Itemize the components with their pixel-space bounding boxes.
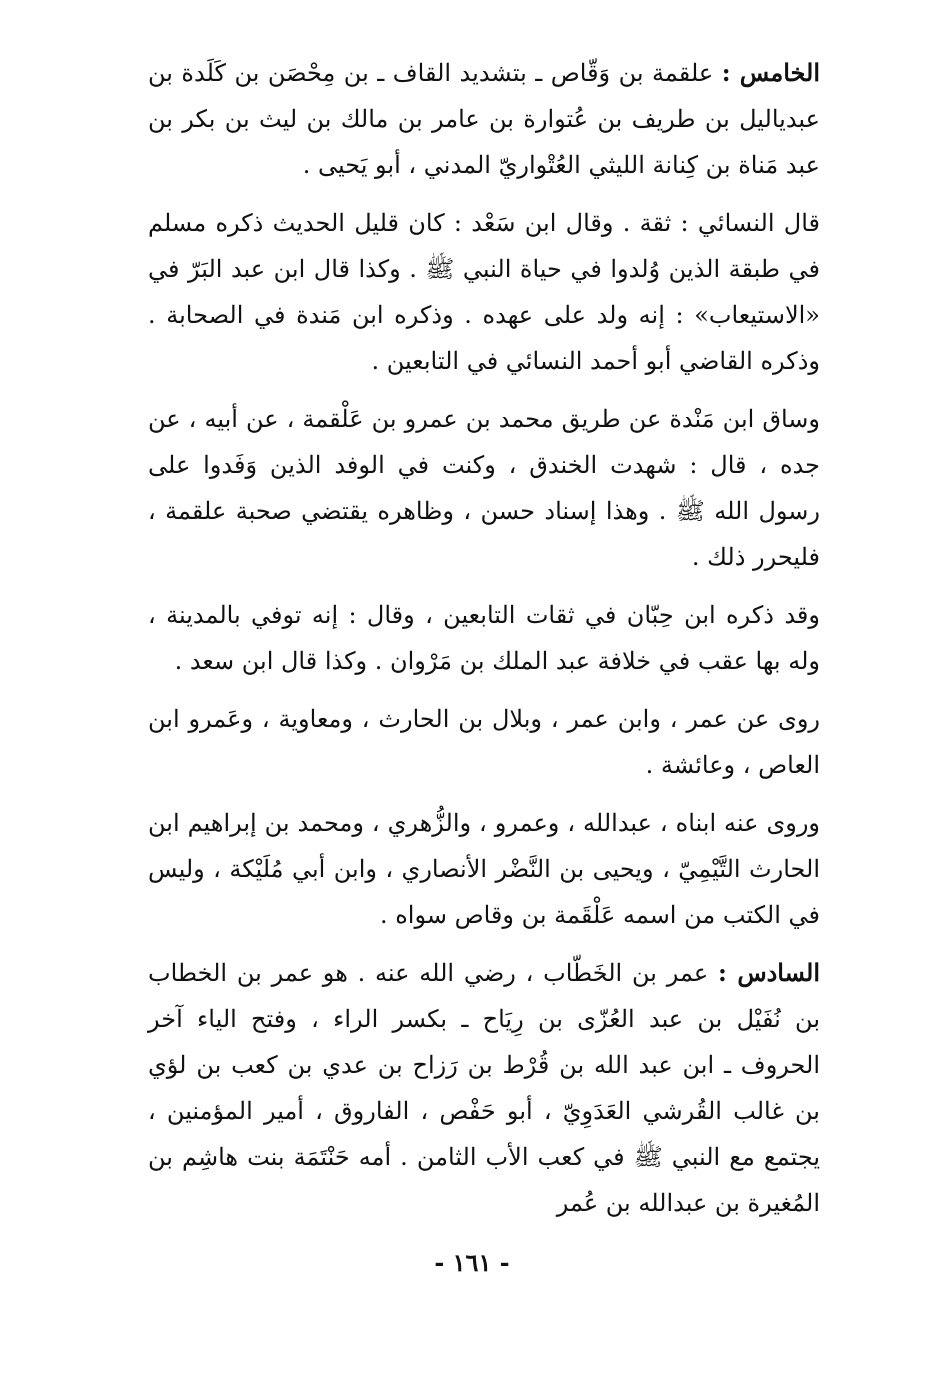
paragraph-2 xyxy=(148,200,820,384)
paragraph-6 xyxy=(148,800,820,938)
paragraph-text: روى عن عمر ، وابن عمر ، وبلال بن الحارث ، ومعاوية ، وعَمرو ابن العاص ، وعائشة . xyxy=(148,705,820,779)
paragraph-1 xyxy=(148,50,820,188)
paragraph-7 xyxy=(148,950,820,1226)
paragraph-text: عمر بن الخَطّاب ، رضي الله عنه . هو عمر بن الخطاب بن نُفَيْل بن عبد العُزّى بن رِيَاح ـ بكسر الراء ، وفتح الياء آخر الحروف ـ ابن عبد الله بن قُرْط بن رَزاح بن عدي بن كعب بن لؤي بن غالب القُرشي العَدَوِيّ ، أبو حَفْص ، الفاروق ، أمير المؤمنين ، يجتمع مع النبي ﷺ في كعب الأب الثامن . أمه حَنْتَمَة بنت هاشِم بن المُغيرة بن عبدالله بن عُمر xyxy=(148,959,820,1217)
paragraph-text: وقد ذكره ابن حِبّان في ثقات التابعين ، وقال : إنه توفي بالمدينة ، وله بها عقب في خلافة عبد الملك بن مَرْوان . وكذا قال ابن سعد . xyxy=(148,601,820,675)
paragraph-5 xyxy=(148,696,820,788)
paragraph-4 xyxy=(148,592,820,684)
page-number: - ١٦١ - xyxy=(434,1248,510,1277)
body-text xyxy=(148,50,820,1238)
paragraph-lead: الخامس : xyxy=(721,58,821,87)
paragraph-3 xyxy=(148,396,820,580)
paragraph-text: علقمة بن وَقّاص ـ بتشديد القاف ـ بن مِحْصَن بن كَلَدة بن عبدياليل بن طريف بن عُتوارة بن عامر بن مالك بن ليث بن بكر بن عبد مَناة بن كِنانة الليثي العُتْواريّ المدني ، أبو يَحيى . xyxy=(148,59,820,179)
paragraph-lead: السادس : xyxy=(717,958,821,987)
paragraph-text: قال النسائي : ثقة . وقال ابن سَعْد : كان قليل الحديث ذكره مسلم في طبقة الذين وُلدوا في حياة النبي ﷺ . وكذا قال ابن عبد البَرّ في «الاستيعاب» : إنه ولد على عهده . وذكره ابن مَندة في الصحابة . وذكره القاضي أبو أحمد النسائي في التابعين . xyxy=(148,209,820,375)
paragraph-text: وروى عنه ابناه ، عبدالله ، وعمرو ، والزُّهري ، ومحمد بن إبراهيم ابن الحارث التَّيْمِيّ ، ويحيى بن النَّضْر الأنصاري ، وابن أبي مُلَيْكة ، وليس في الكتب من اسمه عَلْقَمة بن وقاص سواه . xyxy=(148,809,820,929)
paragraph-text: وساق ابن مَنْدة عن طريق محمد بن عمرو بن عَلْقمة ، عن أبيه ، عن جده ، قال : شهدت الخندق ، وكنت في الوفد الذين وَفَدوا على رسول الله ﷺ . وهذا إسناد حسن ، وظاهره يقتضي صحبة علقمة ، فليحرر ذلك . xyxy=(148,405,820,571)
